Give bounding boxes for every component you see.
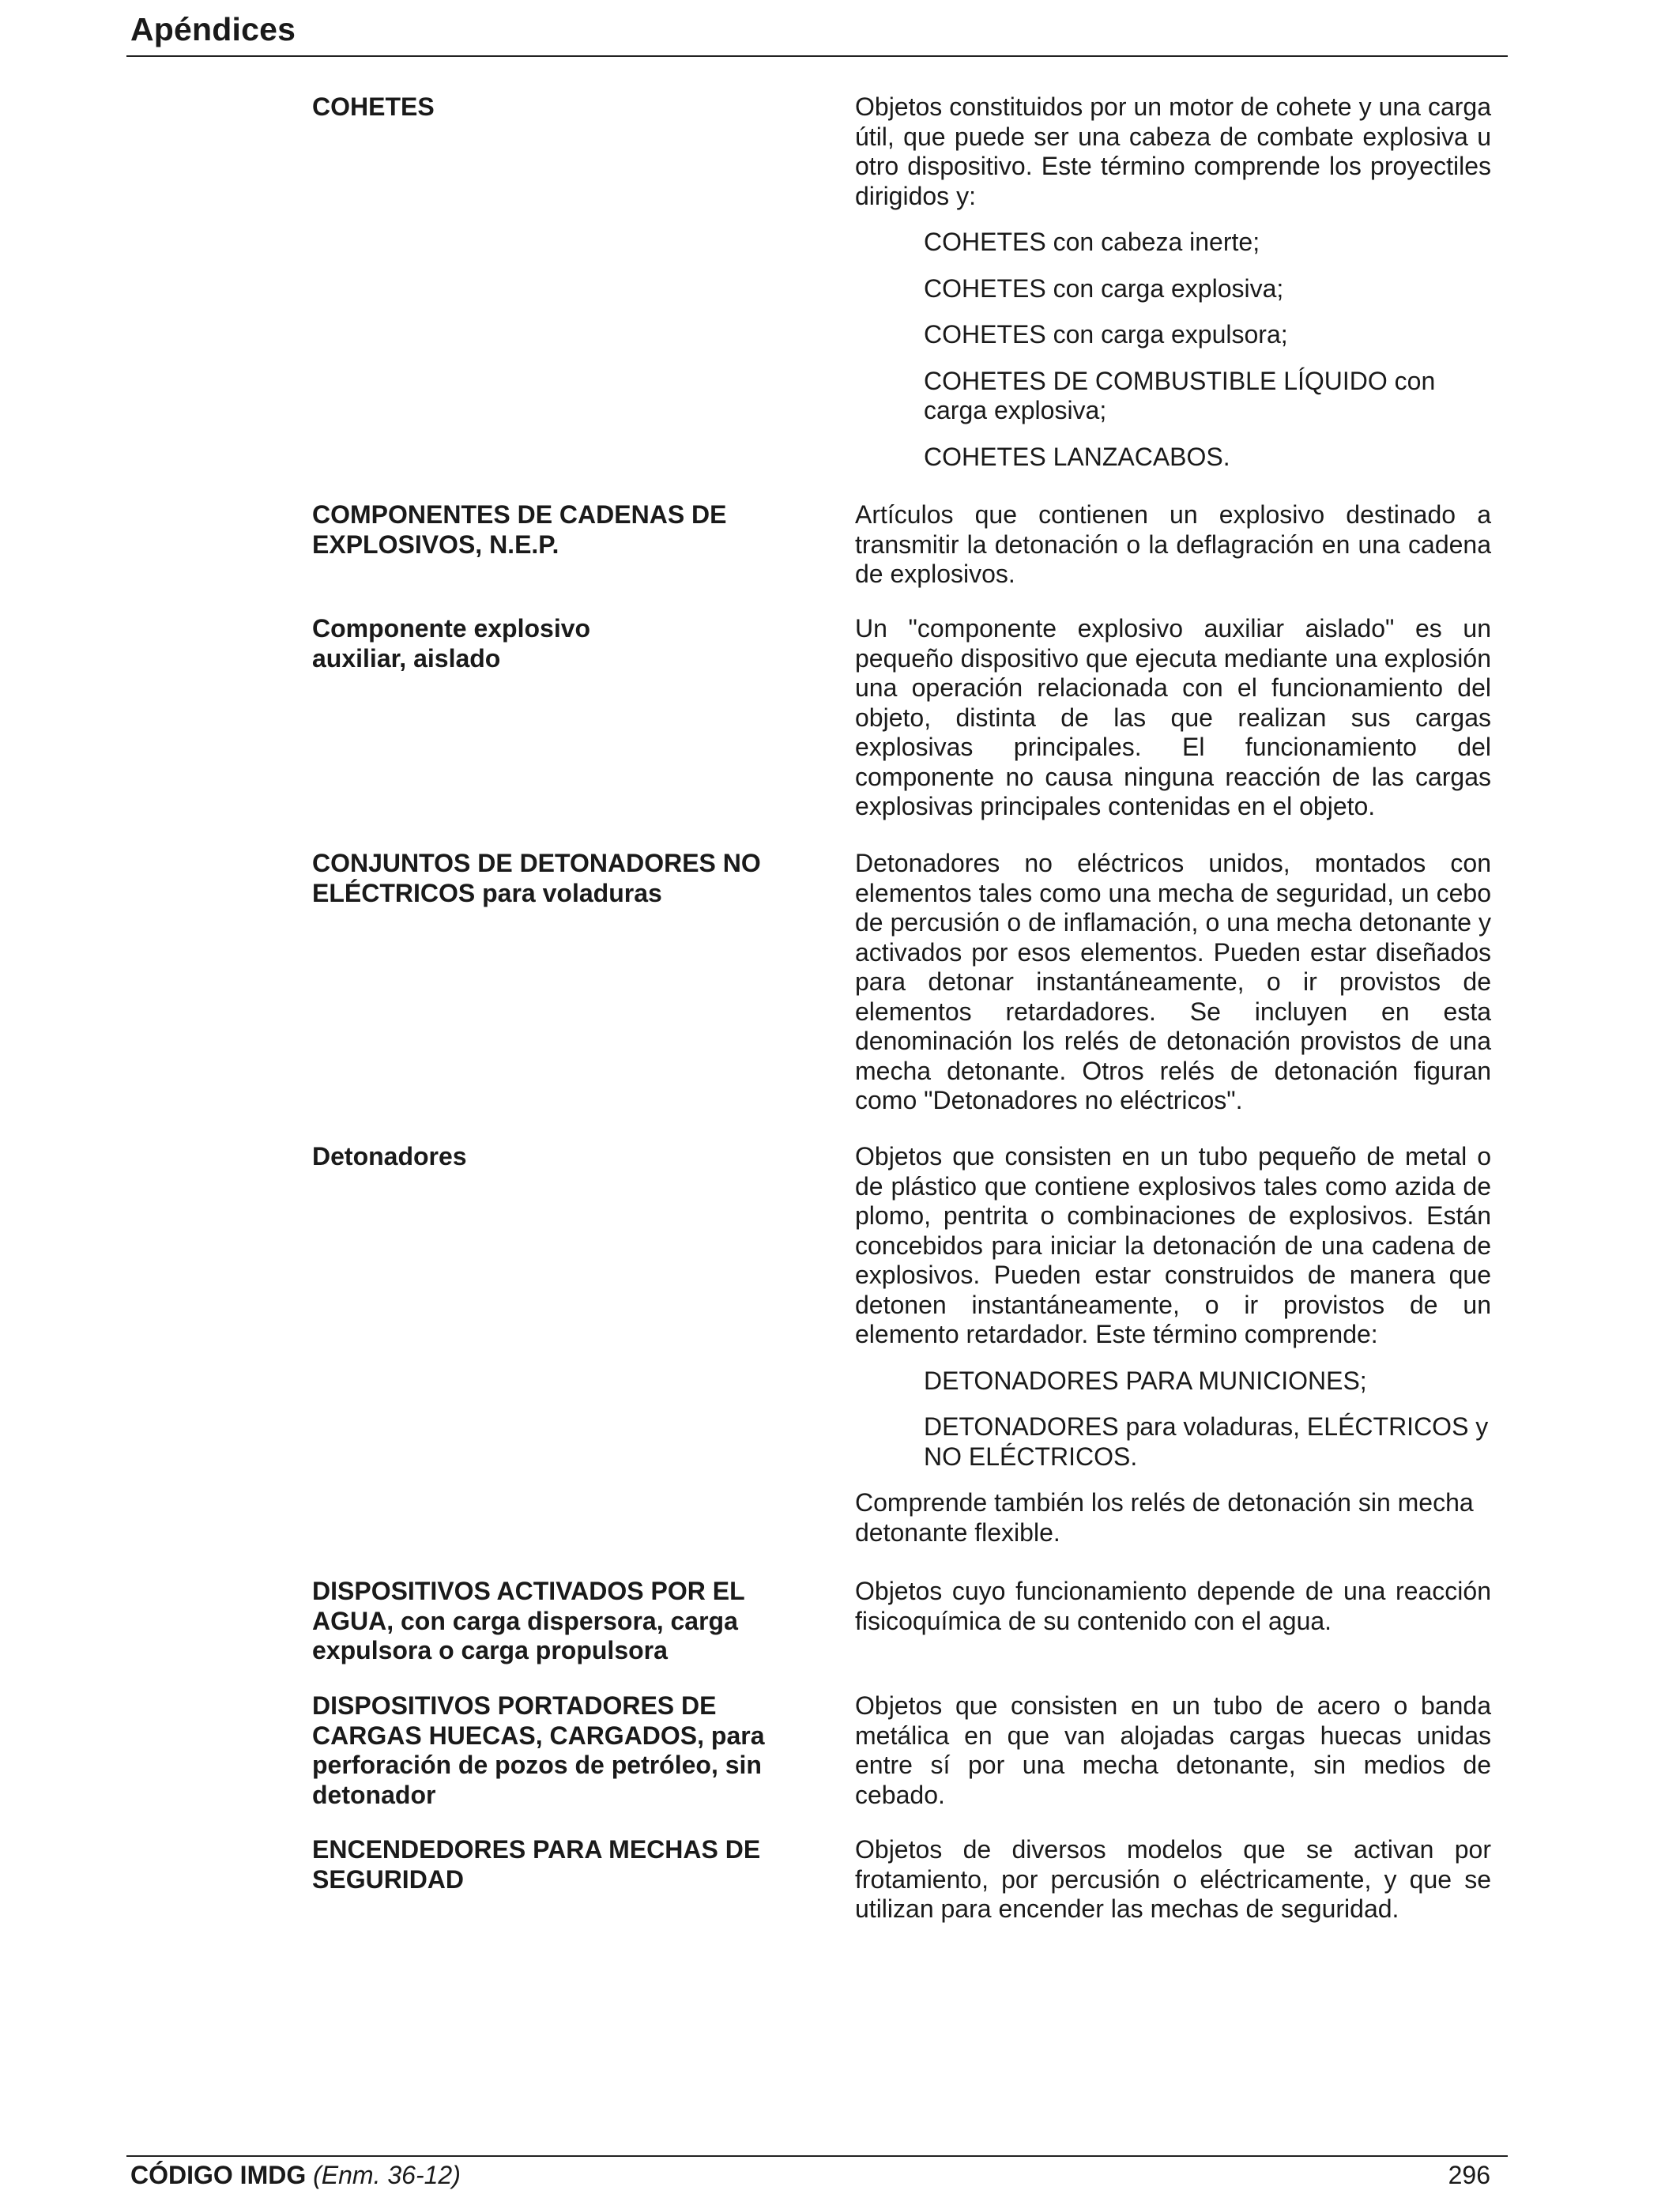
definition-text: Objetos que consisten en un tubo pequeño de metal o de plástico que contiene explosivos tales como azida de plomo, pentrita o combinaciones de explosivos. Están concebidos para iniciar la detonación de una cadena de explosivos. Pueden estar construidos de manera que detonen instantáneamente, o ir provistos de un elemento retardador. Este término comprende: (855, 1142, 1491, 1348)
list-item: COHETES con carga expulsora; (924, 320, 1288, 349)
entry-term: DISPOSITIVOS PORTADORES DE CARGAS HUECAS, CARGADOS, para perforación de pozos de petróleo, sin detonador (312, 1691, 765, 1809)
footer-code: CÓDIGO IMDG (130, 2161, 307, 2189)
definition-list (855, 1367, 1491, 1472)
definition-text: Objetos que consisten en un tubo de acero o banda metálica en que van alojadas cargas huecas unidas entre sí por una mecha detonante, sin medios de cebado. (855, 1691, 1491, 1809)
footer-publication (130, 2161, 461, 2190)
footer-amendment: (Enm. 36-12) (313, 2161, 461, 2189)
definition-text: Objetos cuyo funcionamiento depende de una reacción fisicoquímica de su contenido con el agua. (855, 1577, 1491, 1635)
list-item: COHETES LANZACABOS. (924, 442, 1230, 471)
entry-definition (855, 92, 1491, 472)
entry-definition (855, 1142, 1491, 1547)
entry-term: Componente explosivo auxiliar, aislado (312, 614, 591, 673)
list-item: COHETES DE COMBUSTIBLE LÍQUIDO con carga explosiva; (924, 366, 1436, 424)
page-header-title: Apéndices (130, 11, 296, 47)
footer-rule (126, 2155, 1508, 2157)
entry-definition (855, 500, 1491, 590)
definition-text: Objetos constituidos por un motor de cohete y una carga útil, que puede ser una cabeza de combate explosiva u otro dispositivo. Este término comprende los proyectiles dirigidos y: (855, 92, 1491, 210)
entry-definition (855, 1577, 1491, 1636)
entry-definition (855, 614, 1491, 822)
definition-text: Objetos de diversos modelos que se activan por frotamiento, por percusión o eléctricamente, y que se utilizan para encender las mechas de seguridad. (855, 1835, 1491, 1923)
entry-term: COHETES (312, 92, 435, 121)
entry-definition (855, 1835, 1491, 1924)
definition-text: Un "componente explosivo auxiliar aislado" es un pequeño dispositivo que ejecuta mediante una explosión una operación relacionada con el funcionamiento del objeto, distinta de las que realizan sus cargas explosivas principales. El funcionamiento del componente no causa ninguna reacción de las cargas explosivas principales contenidas en el objeto. (855, 614, 1491, 820)
entry-definition (855, 1691, 1491, 1810)
entry-term: CONJUNTOS DE DETONADORES NO ELÉCTRICOS para voladuras (312, 849, 761, 907)
list-item: COHETES con cabeza inerte; (924, 228, 1260, 256)
entry-term: Detonadores (312, 1142, 467, 1171)
definition-text: Detonadores no eléctricos unidos, montados con elementos tales como una mecha de seguridad, un cebo de percusión o de inflamación, o una mecha detonante y activados por esos elementos. Pueden estar diseñados para detonar instantáneamente, o ir provistos de elementos retardadores. Se incluyen en esta denominación los relés de detonación provistos de una mecha detonante. Otros relés de detonación figuran como "Detonadores no eléctricos". (855, 849, 1491, 1114)
definition-text: Artículos que contienen un explosivo destinado a transmitir la detonación o la deflagración en una cadena de explosivos. (855, 500, 1491, 588)
list-item: DETONADORES para voladuras, ELÉCTRICOS y NO ELÉCTRICOS. (924, 1412, 1489, 1471)
entry-term: DISPOSITIVOS ACTIVADOS POR EL AGUA, con carga dispersora, carga expulsora o carga propulsora (312, 1577, 745, 1664)
list-item: DETONADORES PARA MUNICIONES; (924, 1366, 1367, 1395)
header-rule (126, 55, 1508, 57)
entry-term: ENCENDEDORES PARA MECHAS DE SEGURIDAD (312, 1835, 761, 1894)
entry-definition (855, 849, 1491, 1116)
definition-list (855, 228, 1491, 472)
entry-term: COMPONENTES DE CADENAS DE EXPLOSIVOS, N.E.P. (312, 500, 727, 559)
list-item: COHETES con carga explosiva; (924, 273, 1284, 303)
definition-note: Comprende también los relés de detonación sin mecha detonante flexible. (855, 1488, 1474, 1547)
page-number: 296 (1448, 2161, 1490, 2189)
